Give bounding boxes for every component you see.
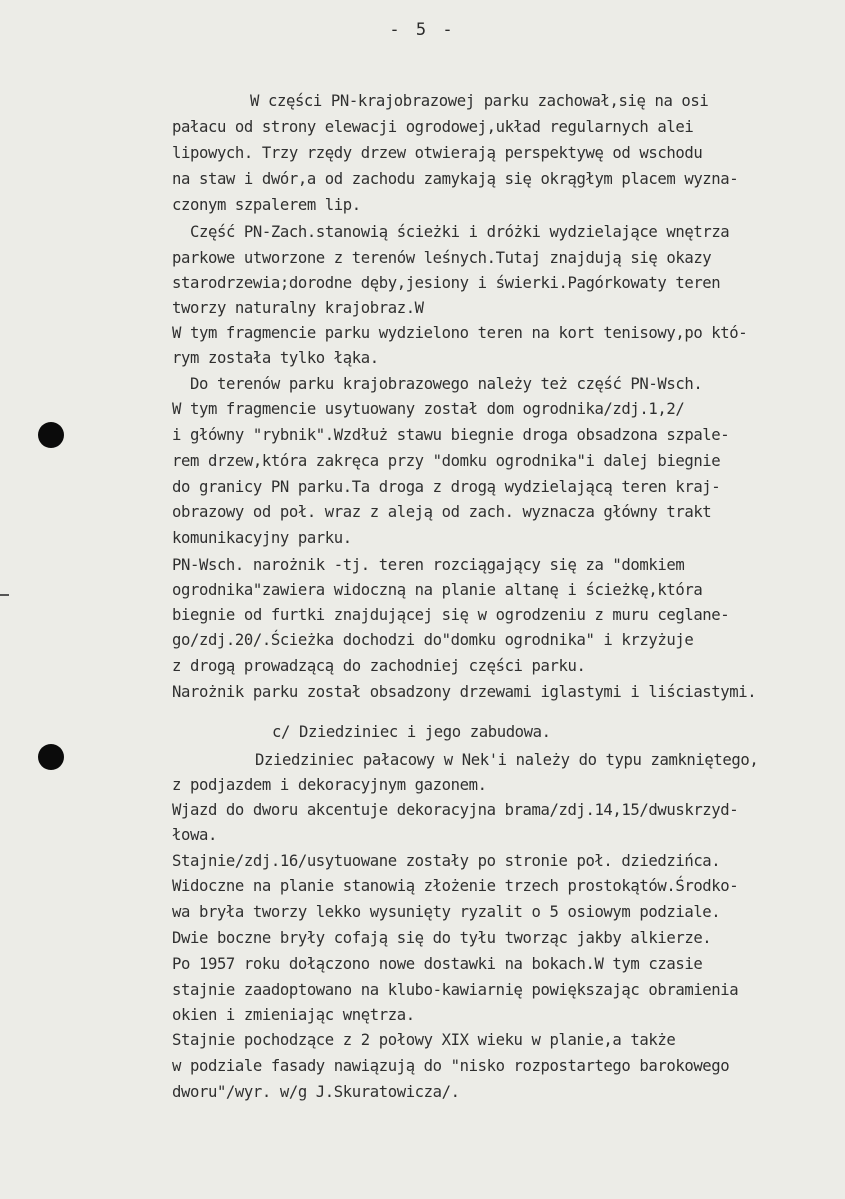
text-line: W części PN-krajobrazowej parku zachował,się na osi (250, 92, 709, 110)
text-line: ogrodnika"zawiera widoczną na planie altanę i ścieżkę,która (172, 581, 703, 599)
text-line: parkowe utworzone z terenów leśnych.Tutaj znajdują się okazy (172, 249, 712, 267)
text-line: do granicy PN parku.Ta droga z drogą wydzielającą teren kraj- (172, 478, 721, 496)
text-line: starodrzewia;dorodne dęby,jesiony i świerki.Pagórkowaty teren (172, 274, 721, 292)
text-line: go/zdj.20/.Ścieżka dochodzi do"domku ogrodnika" i krzyżuje (172, 631, 694, 649)
text-line: lipowych. Trzy rzędy drzew otwierają perspektywę od wschodu (172, 144, 703, 162)
text-line: W tym fragmencie usytuowany został dom ogrodnika/zdj.1,2/ (172, 400, 685, 418)
text-line: Narożnik parku został obsadzony drzewami iglastymi i liściastymi. (172, 683, 757, 701)
text-line: PN-Wsch. narożnik -tj. teren rozciągający się za "domkiem (172, 556, 685, 574)
text-line: czonym szpalerem lip. (172, 196, 361, 214)
text-line: z drogą prowadzącą do zachodniej części parku. (172, 657, 586, 675)
text-line: wa bryła tworzy lekko wysunięty ryzalit o 5 osiowym podziale. (172, 903, 721, 921)
text-line: W tym fragmencie parku wydzielono teren na kort tenisowy,po któ- (172, 324, 748, 342)
text-line: Dwie boczne bryły cofają się do tyłu tworząc jakby alkierze. (172, 929, 712, 947)
page-number: - 5 - (389, 20, 456, 40)
text-line: Stajnie/zdj.16/usytuowane zostały po stronie poł. dziedzińca. (172, 852, 721, 870)
punch-hole-top (38, 422, 64, 448)
text-line: łowa. (172, 826, 217, 844)
text-line: i główny "rybnik".Wzdłuż stawu biegnie droga obsadzona szpale- (172, 426, 730, 444)
text-line: okien i zmieniając wnętrza. (172, 1006, 415, 1024)
text-line: biegnie od furtki znajdującej się w ogrodzeniu z muru ceglane- (172, 606, 730, 624)
punch-hole-bottom (38, 744, 64, 770)
text-line: Wjazd do dworu akcentuje dekoracyjna brama/zdj.14,15/dwuskrzyd- (172, 801, 739, 819)
text-line: tworzy naturalny krajobraz.W (172, 299, 424, 317)
section-heading: c/ Dziedziniec i jego zabudowa. (272, 723, 551, 741)
text-line: dworu"/wyr. w/g J.Skuratowicza/. (172, 1083, 460, 1101)
text-line: Stajnie pochodzące z 2 połowy XIX wieku w planie,a także (172, 1031, 676, 1049)
text-line: obrazowy od poł. wraz z aleją od zach. wyznacza główny trakt (172, 503, 712, 521)
text-line: z podjazdem i dekoracyjnym gazonem. (172, 776, 487, 794)
text-line: rym została tylko łąka. (172, 349, 379, 367)
text-line: Dziedziniec pałacowy w Nek'i należy do typu zamkniętego, (255, 751, 759, 769)
text-line: Widoczne na planie stanowią złożenie trzech prostokątów.Środko- (172, 877, 739, 895)
text-line: w podziale fasady nawiązują do "nisko rozpostartego barokowego (172, 1057, 730, 1075)
text-line: Po 1957 roku dołączono nowe dostawki na bokach.W tym czasie (172, 955, 703, 973)
text-line: stajnie zaadoptowano na klubo-kawiarnię powiększając obramienia (172, 981, 739, 999)
text-line: komunikacyjny parku. (172, 529, 352, 547)
text-line: pałacu od strony elewacji ogrodowej,układ regularnych alei (172, 118, 694, 136)
text-line: na staw i dwór,a od zachodu zamykają się okrągłym placem wyzna- (172, 170, 739, 188)
margin-mark (0, 594, 9, 596)
text-line: Do terenów parku krajobrazowego należy też część PN-Wsch. (190, 375, 703, 393)
text-line: Część PN-Zach.stanowią ścieżki i dróżki wydzielające wnętrza (190, 223, 730, 241)
text-line: rem drzew,która zakręca przy "domku ogrodnika"i dalej biegnie (172, 452, 721, 470)
